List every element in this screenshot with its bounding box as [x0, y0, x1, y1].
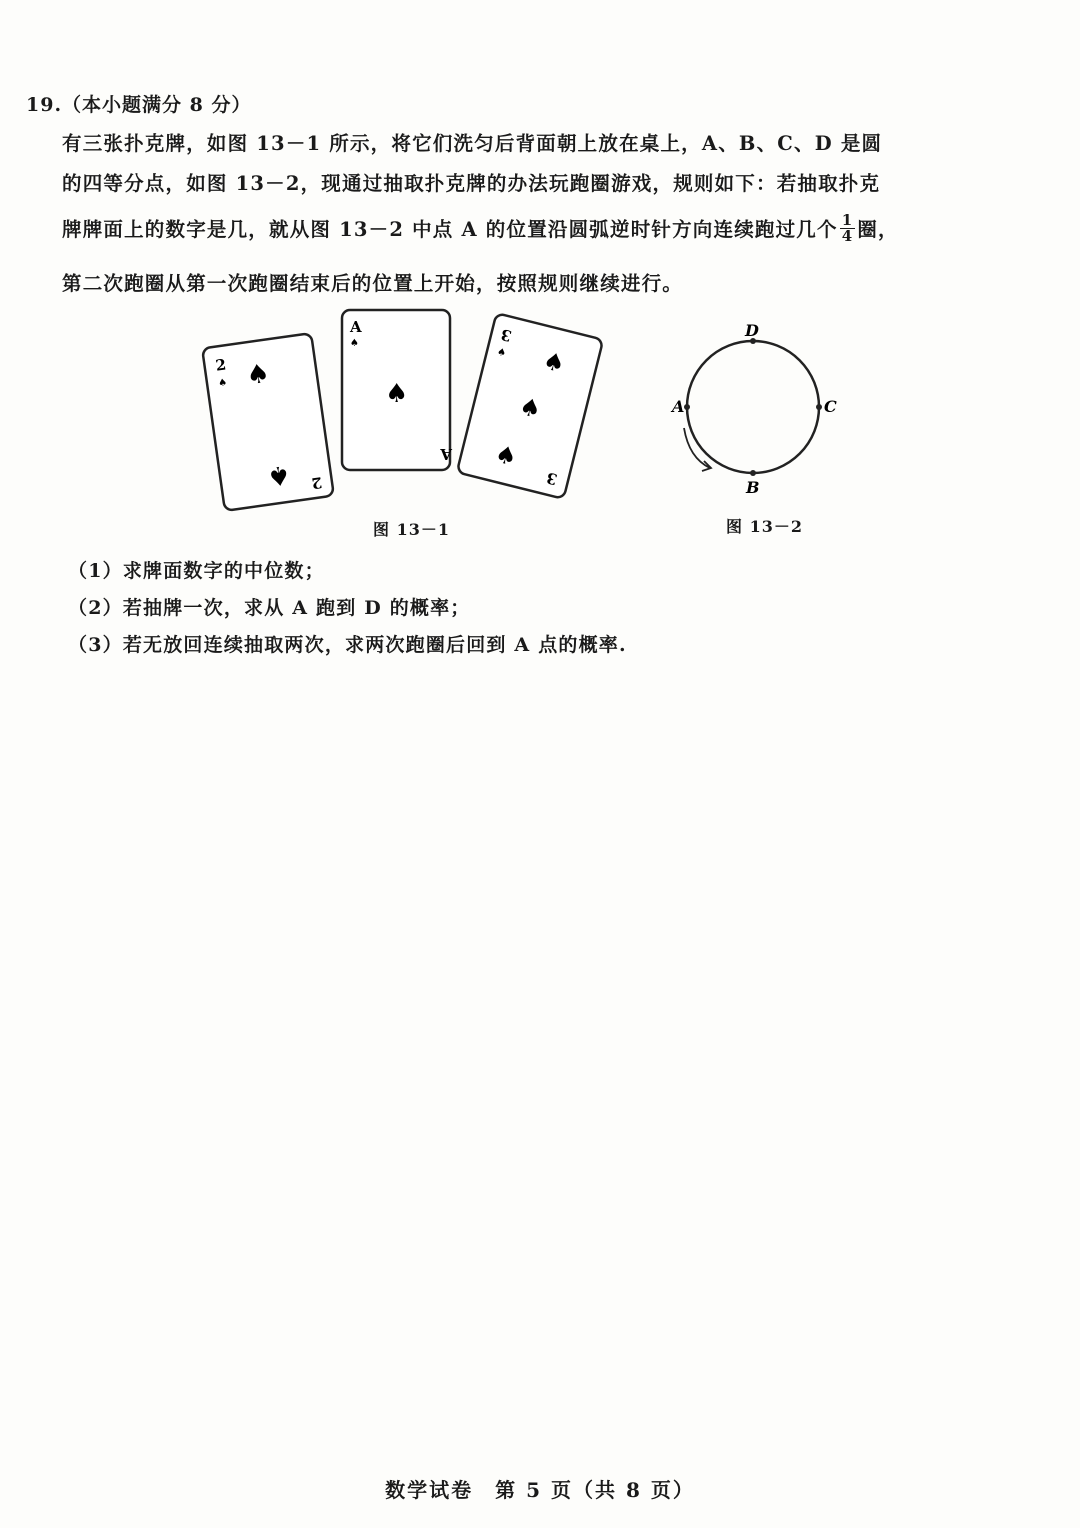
card-2-rank-top: 2: [214, 355, 228, 375]
sub-question-1: （1）求牌面数字的中位数；: [68, 560, 325, 582]
point-c: [816, 404, 822, 410]
card-ace: [342, 310, 453, 470]
card-3-suit-middle: ♠: [516, 391, 545, 425]
fraction-denominator: 4: [841, 227, 854, 245]
card-2: [202, 333, 334, 511]
card-2-suit-small: ♠: [217, 377, 228, 390]
card-ace-rank-bottom: A: [440, 445, 452, 463]
stem-line-3: [62, 211, 899, 246]
stem-line-1: 有三张扑克牌，如图 13－1 所示，将它们洗匀后背面朝上放在桌上，A、B、C、D 是圆: [62, 132, 883, 155]
label-b: B: [746, 478, 760, 497]
stem-line-3-tail: 圈，: [857, 218, 899, 241]
stem-line-3-text: 牌牌面上的数字是几，就从图 13－2 中点 A 的位置沿圆弧逆时针方向连续跑过几个: [62, 218, 838, 241]
card-3-suit-small: ♠: [495, 346, 508, 360]
card-2-suit-bottom: ♠: [265, 458, 293, 492]
card-ace-rank-top: A: [350, 318, 362, 336]
sub-question-3: （3）若无放回连续抽取两次，求两次跑圈后回到 A 点的概率.: [68, 634, 627, 656]
figure-13-2-caption: 图 13－2: [726, 517, 803, 536]
question-number: 19.（本小题满分 8 分）: [26, 94, 252, 116]
card-2-rank-bottom: 2: [310, 473, 324, 493]
point-a: [684, 404, 690, 410]
label-c: C: [824, 397, 837, 416]
sub-question-2: （2）若抽牌一次，求从 A 跑到 D 的概率；: [68, 597, 471, 619]
fraction-numerator: 1: [841, 211, 854, 229]
card-3-suit-bottom: ♠: [492, 439, 520, 472]
label-d: D: [745, 321, 759, 340]
card-3-rank-top: 3: [498, 325, 514, 346]
page-footer: 数学试卷 第 5 页（共 8 页）: [385, 1478, 695, 1502]
quarter-fraction: [840, 213, 856, 244]
figure-13-1-caption: 图 13－1: [373, 520, 450, 539]
stem-line-2: 的四等分点，如图 13－2，现通过抽取扑克牌的办法玩跑圈游戏，规则如下：若抽取扑克: [62, 172, 881, 195]
figures: [190, 300, 890, 550]
card-2-suit-top: ♠: [244, 358, 272, 392]
card-ace-suit-center: ♠: [385, 379, 409, 409]
stem-line-4: 第二次跑圈从第一次跑圈结束后的位置上开始，按照规则继续进行。: [62, 272, 684, 295]
card-3: [457, 313, 603, 499]
card-3-suit-top: ♠: [540, 346, 568, 379]
label-a: A: [672, 397, 685, 416]
card-3-rank-bottom: 3: [544, 468, 560, 489]
circle-diagram: [670, 321, 837, 497]
point-b: [750, 470, 756, 476]
card-ace-suit-small: ♠: [350, 338, 359, 349]
